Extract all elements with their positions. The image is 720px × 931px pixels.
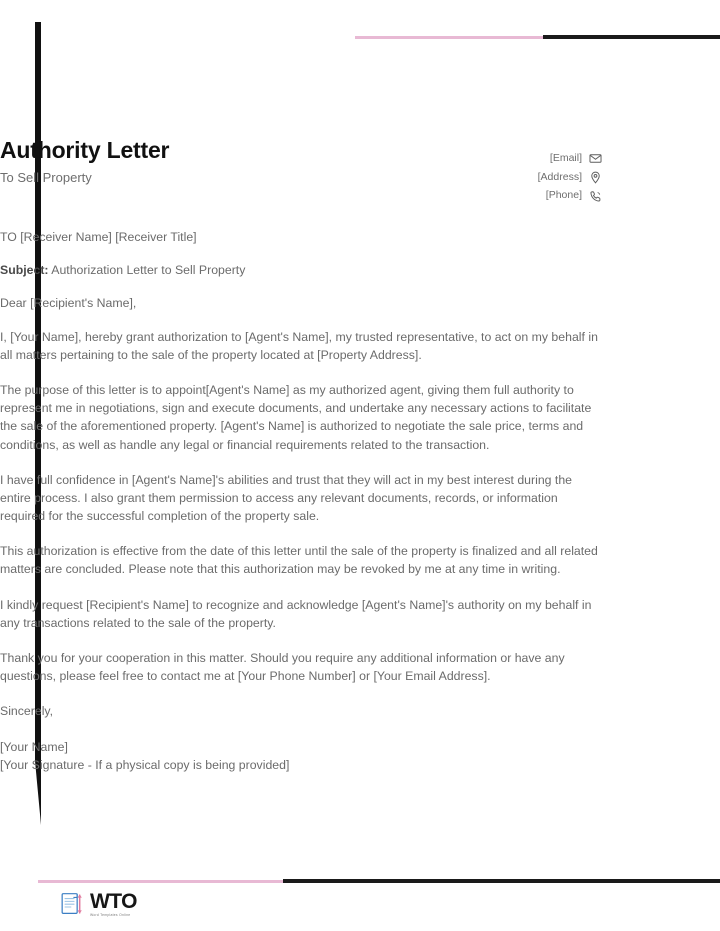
phone-icon — [589, 190, 602, 203]
document-logo-icon — [57, 889, 87, 919]
body-paragraph: I, [Your Name], hereby grant authorization to [Agent's Name], my trusted representative, to act on my behalf in all matters pertaining to the sale of the property located at [Property Address]. — [0, 329, 598, 362]
footer-rule-pink-segment — [38, 880, 283, 883]
header-accent-rule — [355, 35, 720, 40]
subject-line — [0, 261, 598, 279]
map-pin-icon — [589, 171, 602, 184]
page-subtitle: To Sell Property — [0, 170, 92, 186]
body-paragraph: This authorization is effective from the date of this letter until the sale of the property is finalized and all related matters are concluded. Please note that this authorization may be revoked by me at any time in writing. — [0, 544, 598, 577]
subject-label: Subject: — [0, 263, 49, 278]
contact-row-phone — [430, 189, 602, 203]
header-rule-pink-segment — [355, 36, 543, 39]
contact-label-email: [Email] — [549, 152, 582, 164]
subject-text: Authorization Letter to Sell Property — [48, 263, 246, 278]
contact-block — [430, 152, 602, 208]
body-paragraph: Thank you for your cooperation in this matter. Should you require any additional information or have any questions, please feel free to contact me at [Your Phone Number] or [Your Email Address]. — [0, 651, 565, 684]
logo-text-block — [90, 891, 137, 917]
header-rule-black-segment — [543, 35, 720, 39]
envelope-icon — [589, 152, 602, 165]
title-block — [0, 138, 169, 186]
footer-logo — [57, 889, 137, 919]
salutation: Dear [Recipient's Name], — [0, 296, 137, 311]
footer-rule-black-segment — [283, 879, 720, 883]
body-paragraph: The purpose of this letter is to appoint[Agent's Name] as my authorized agent, giving them full authority to represent me in negotiations, sign and execute documents, and undertake any necessary actions to facilitate the sale of the aforementioned property. [Agent's Name] is authorized to negotiate the sale price, terms and conditions, as well as handle any legal or financial requirements related to the transaction. — [0, 382, 592, 452]
footer-accent-rule — [38, 879, 720, 884]
contact-label-phone: [Phone] — [545, 189, 582, 202]
signature-note: [Your Signature - If a physical copy is being provided] — [0, 757, 290, 772]
logo-wordmark: WTO — [90, 890, 137, 914]
body-paragraph: I have full confidence in [Agent's Name]'s abilities and trust that they will act in my best interest during the entire process. I also grant them permission to access any relevant documents, records, or information required for the successful completion of the property sale. — [0, 472, 573, 524]
page-title: Authority Letter — [0, 137, 170, 163]
body-paragraph: I kindly request [Recipient's Name] to recognize and acknowledge [Agent's Name]'s authority on my behalf in any transactions related to the sale of the property. — [0, 597, 592, 630]
recipient-line: TO [Receiver Name] [Receiver Title] — [0, 230, 197, 244]
letter-body — [0, 228, 598, 774]
contact-row-email — [430, 152, 602, 166]
contact-row-address — [430, 171, 602, 185]
closing-line: Sincerely, — [0, 704, 54, 719]
logo-tagline: Word Templates Online — [90, 912, 131, 917]
contact-label-address: [Address] — [537, 170, 582, 183]
signer-name: [Your Name] — [0, 739, 68, 754]
